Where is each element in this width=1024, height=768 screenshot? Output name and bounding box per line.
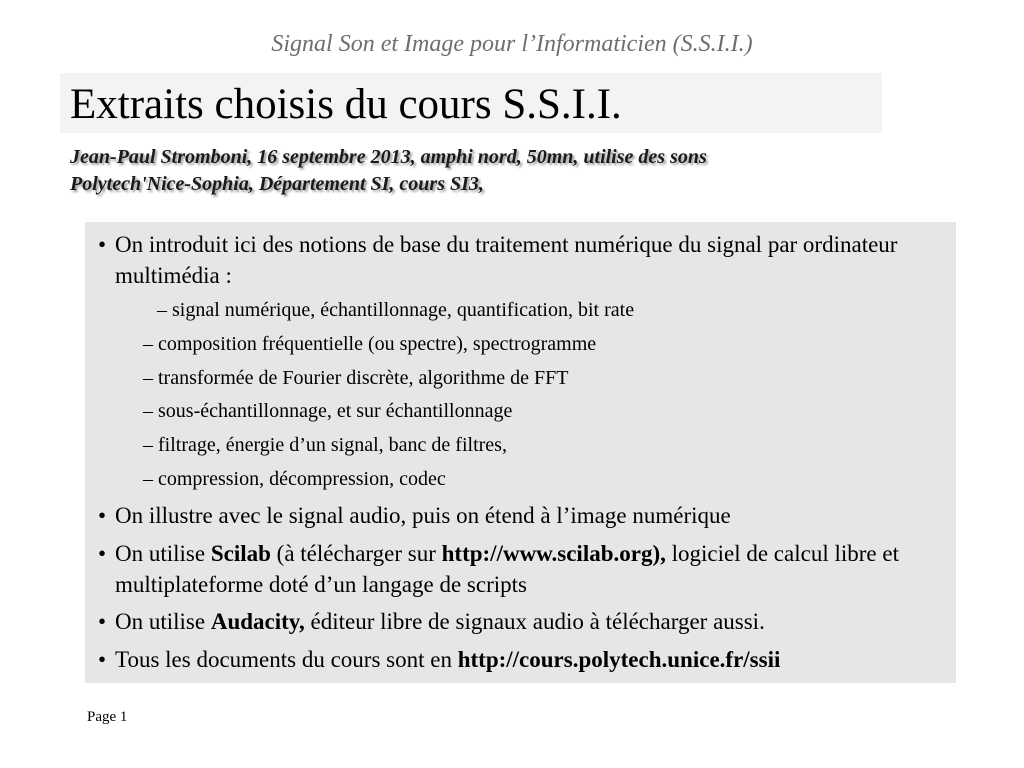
course-header: Signal Son et Image pour l’Informaticien (S.S.I.I.) bbox=[271, 31, 753, 57]
bullet-text: On introduit ici des notions de base du traitement numérique du signal par ordinateur multimédia : bbox=[115, 232, 898, 288]
bullet-item bbox=[98, 500, 948, 531]
subtitle-line-1: Jean-Paul Stromboni, 16 septembre 2013, amphi nord, 50mn, utilise des sons bbox=[70, 146, 707, 168]
bullet-marker: • bbox=[98, 232, 107, 257]
bullet-marker: • bbox=[98, 609, 107, 634]
bullet-text-post: logiciel de calcul libre et multiplateforme doté d’un langage de scripts bbox=[115, 541, 899, 597]
bullet-text-post: éditeur libre de signaux audio à télécharger aussi. bbox=[304, 609, 765, 634]
bullet-text-pre: Tous les documents du cours sont en bbox=[115, 647, 458, 672]
sub-item: – compression, décompression, codec bbox=[143, 468, 446, 490]
page-number: Page 1 bbox=[87, 709, 128, 725]
bullet-text-pre: On utilise bbox=[115, 541, 211, 566]
sub-item: – sous-échantillonnage, et sur échantillonnage bbox=[143, 400, 513, 422]
bullet-marker: • bbox=[98, 647, 107, 672]
subtitle-line-2: Polytech'Nice-Sophia, Département SI, cours SI3, bbox=[70, 173, 484, 195]
bullet-marker: • bbox=[98, 541, 107, 566]
bullet-marker: • bbox=[98, 503, 107, 528]
bullet-text-mid: (à télécharger sur bbox=[270, 541, 442, 566]
course-url: http://cours.polytech.unice.fr/ssii bbox=[457, 647, 781, 672]
scilab-name: Scilab bbox=[210, 541, 271, 566]
bullet-text-pre: On utilise bbox=[115, 609, 211, 634]
bullet-item bbox=[98, 644, 948, 675]
audacity-name: Audacity, bbox=[210, 609, 305, 634]
bullet-item bbox=[98, 229, 948, 291]
bullet-item bbox=[98, 538, 948, 600]
scilab-url: http://www.scilab.org), bbox=[441, 541, 666, 566]
title-box bbox=[60, 73, 882, 133]
bullet-item bbox=[98, 606, 948, 637]
slide-title: Extraits choisis du cours S.S.I.I. bbox=[70, 81, 622, 128]
sub-item: – filtrage, énergie d’un signal, banc de filtres, bbox=[143, 434, 507, 456]
sub-item: – transformée de Fourier discrète, algorithme de FFT bbox=[143, 367, 569, 389]
sub-item: – signal numérique, échantillonnage, quantification, bit rate bbox=[157, 299, 635, 321]
content-box bbox=[85, 222, 956, 683]
sub-item: – composition fréquentielle (ou spectre), spectrogramme bbox=[143, 333, 597, 355]
bullet-text: On illustre avec le signal audio, puis on étend à l’image numérique bbox=[115, 503, 731, 528]
